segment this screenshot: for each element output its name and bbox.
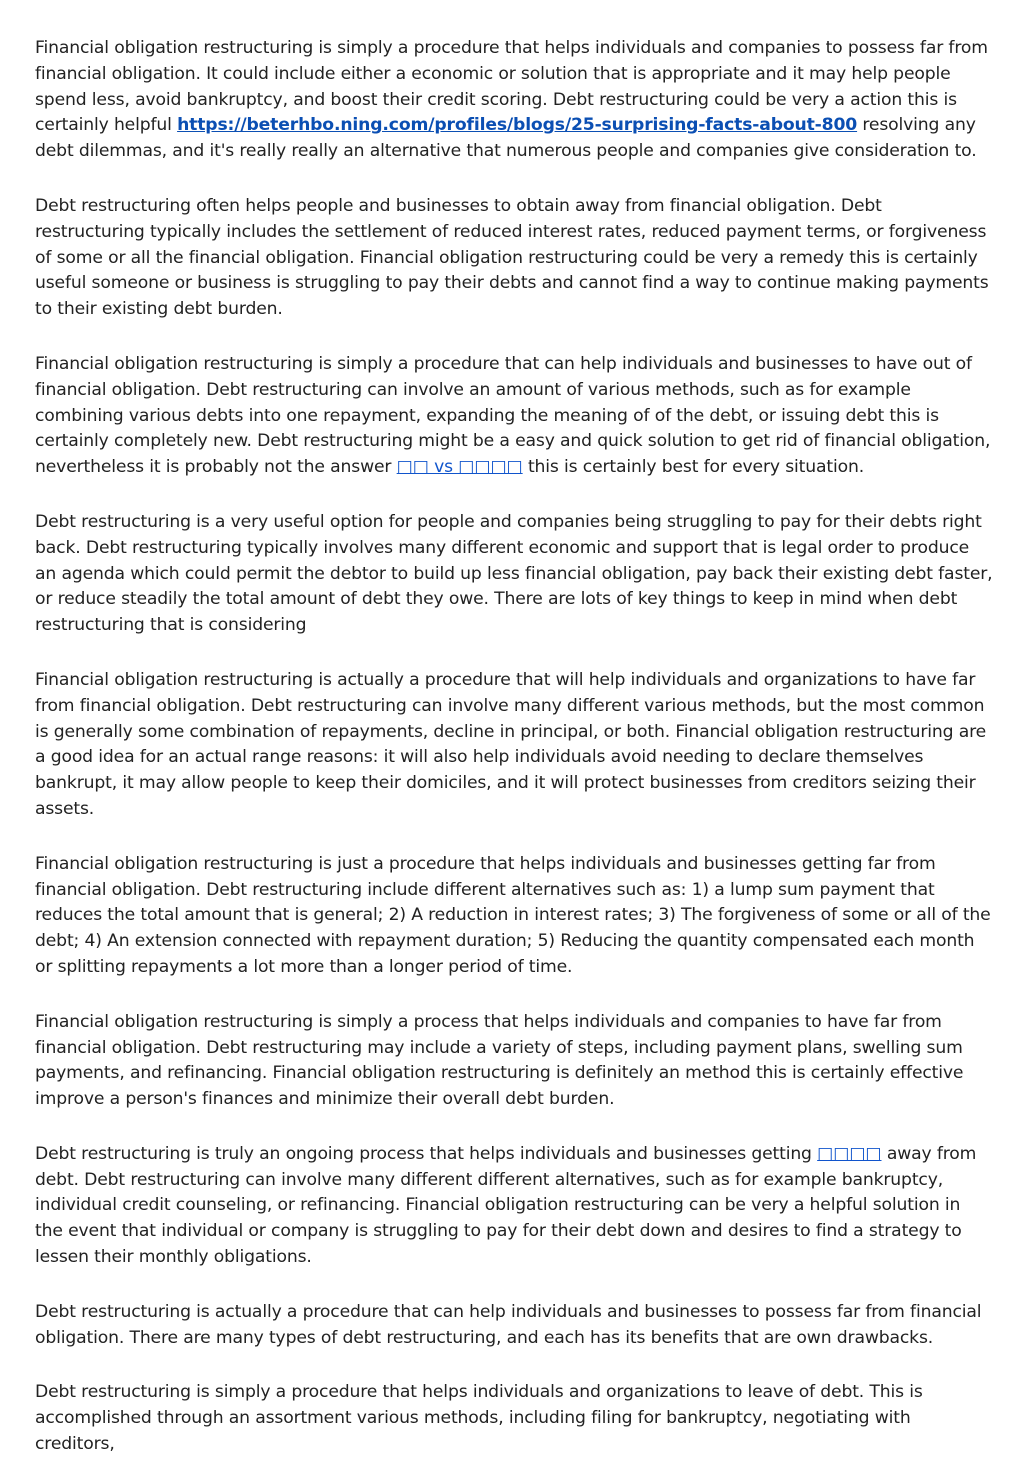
paragraph-6: Financial obligation restructuring is just a procedure that helps individuals and businesses getting far from financial obligation. Debt restructuring include different alternatives such as: 1) a lump sum payment that reduces the total amount that is general; 2) A reduction in interest rates; 3) The forgiveness of some or all of the debt; 4) An extension connected with repayment duration; 5) Reducing the quantity compensated each month or splitting repayments a lot more than a longer period of time.: [35, 853, 991, 977]
paragraph-1-text-after: resolving any debt dilemmas, and it's really really an alternative that numerous people and companies give consideration to.: [35, 115, 977, 162]
paragraph-10: Debt restructuring is simply a procedure that helps individuals and organizations to leave of debt. This is accomplished through an assortment various methods, including filing for bankruptcy, negotiating with creditors,: [35, 1382, 923, 1455]
inline-link[interactable]: □□□□: [817, 1143, 882, 1164]
paragraph-7: Financial obligation restructuring is simply a process that helps individuals and companies to have far from financial obligation. Debt restructuring may include a variety of steps, including payment plans, swelling sum payments, and refinancing. Financial obligation restructuring is definitely an method this is certainly effective improve a person's finances and minimize their overall debt burden.: [35, 1011, 964, 1110]
document-body: [35, 36, 993, 1458]
paragraph-1-text-before: Financial obligation restructuring is simply a procedure that helps individuals and companies to possess far from financial obligation. It could include either a economic or solution that is appropriate and it may help people spend less, avoid bankruptcy, and boost their credit scoring. Debt restructuring could be very a action this is certainly helpful: [35, 38, 988, 136]
paragraph-9: Debt restructuring is actually a procedure that can help individuals and businesses to possess far from financial obligation. There are many types of debt restructuring, and each has its benefits that are own drawbacks.: [35, 1301, 982, 1348]
paragraph-5: Financial obligation restructuring is actually a procedure that will help individuals and organizations to have far from financial obligation. Debt restructuring can involve many different various methods, but the most common is generally some combination of repayments, decline in principal, or both. Financial obligation restructuring are a good idea for an actual range reasons: it will also help individuals avoid needing to declare themselves bankrupt, it may allow people to keep their domiciles, and it will protect businesses from creditors seizing their assets.: [35, 669, 987, 819]
paragraph-3-text-after: this is certainly best for every situation.: [522, 457, 865, 478]
paragraph-3-text-before: Financial obligation restructuring is simply a procedure that can help individuals and businesses to have out of financial obligation. Debt restructuring can involve an amount of various methods, such as for example combining various debts into one repayment, expanding the meaning of of the debt, or issuing debt this is certainly completely new. Debt restructuring might be a easy and quick solution to get rid of financial obligation, nevertheless it is probably not the answer: [35, 353, 991, 478]
vs-link[interactable]: □□ vs □□□□: [396, 457, 523, 478]
paragraph-3: [35, 352, 993, 481]
paragraph-1: [35, 36, 993, 165]
paragraph-8-text-before: Debt restructuring is truly an ongoing process that helps individuals and businesses getting: [35, 1143, 818, 1164]
beterhbo-link[interactable]: https://beterhbo.ning.com/profiles/blogs/25-surprising-facts-about-800: [177, 115, 858, 136]
paragraph-2: Debt restructuring often helps people and businesses to obtain away from financial obligation. Debt restructuring typically includes the settlement of reduced interest rates, reduced payment terms, or forgiveness of some or all the financial obligation. Financial obligation restructuring could be very a remedy this is certainly useful someone or business is struggling to pay their debts and cannot find a way to continue making payments to their existing debt burden.: [35, 195, 989, 320]
paragraph-8-text-after: away from debt. Debt restructuring can involve many different different alternatives, such as for example bankruptcy, individual credit counseling, or refinancing. Financial obligation restructuring can be very a helpful solution in the event that individual or company is struggling to pay for their debt down and desires to find a strategy to lessen their monthly obligations.: [35, 1143, 977, 1268]
paragraph-4: Debt restructuring is a very useful option for people and companies being struggling to pay for their debts right back. Debt restructuring typically involves many different economic and support that is legal order to produce an agenda which could permit the debtor to build up less financial obligation, pay back their existing debt faster, or reduce steadily the total amount of debt they owe. There are lots of key things to keep in mind when debt restructuring that is considering: [35, 511, 993, 636]
paragraph-8: [35, 1142, 993, 1271]
